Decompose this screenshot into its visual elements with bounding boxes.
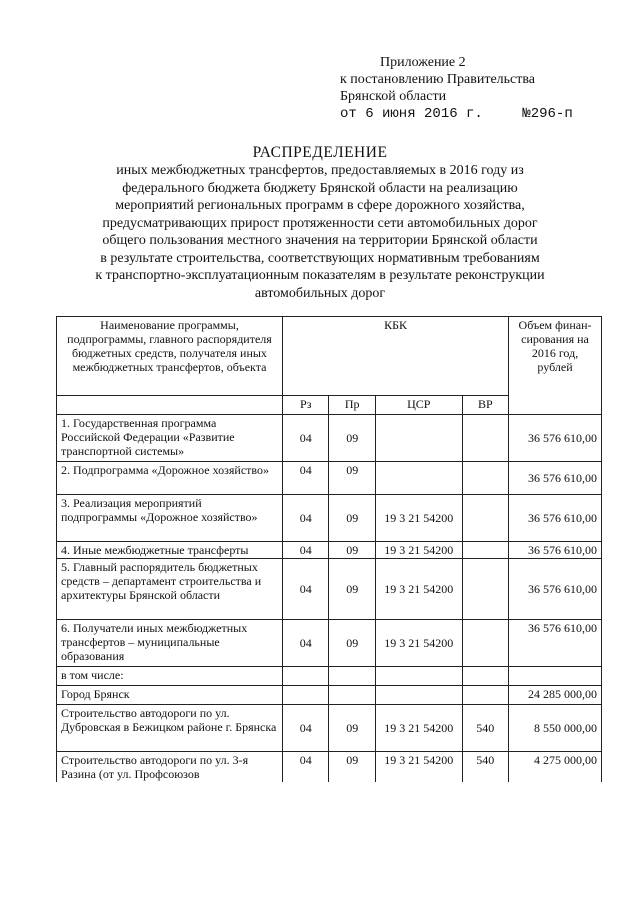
row-pr: 09 xyxy=(329,415,375,462)
row-pr: 09 xyxy=(329,462,375,495)
row-vr xyxy=(462,667,509,686)
row-amount: 4 275 000,00 xyxy=(509,752,602,783)
subtitle-line: в результате строительства, соответствующих нормативным требованиям xyxy=(100,250,540,266)
row-amount: 36 576 610,00 xyxy=(509,542,602,559)
row-name: Строительство автодороги по ул. Дубровская в Бежицком районе г. Брянска xyxy=(57,705,283,752)
table-row xyxy=(57,705,602,752)
row-csr: 19 3 21 54200 xyxy=(375,542,462,559)
appendix-title: Приложение 2 xyxy=(380,55,466,70)
row-rz: 04 xyxy=(283,620,329,667)
row-csr: 19 3 21 54200 xyxy=(375,495,462,542)
row-pr: 09 xyxy=(329,495,375,542)
row-pr: 09 xyxy=(329,542,375,559)
row-vr xyxy=(462,559,509,620)
row-rz: 04 xyxy=(283,559,329,620)
subtitle-line: мероприятий региональных программ в сфере дорожного хозяйства, xyxy=(115,198,525,213)
row-vr xyxy=(462,495,509,542)
row-name: в том числе: xyxy=(57,667,283,686)
subtitle-line: предусматривающих прирост протяженности сети автомобильных дорог xyxy=(102,215,538,231)
row-pr xyxy=(329,686,375,705)
row-name: Город Брянск xyxy=(57,686,283,705)
row-name: 3. Реализация мероприятий подпрограммы «Дорожное хозяйство» xyxy=(57,495,283,542)
row-rz xyxy=(283,667,329,686)
row-csr xyxy=(375,686,462,705)
appendix-region: Брянской области xyxy=(340,89,447,104)
row-rz: 04 xyxy=(283,705,329,752)
table-header-row xyxy=(57,317,602,396)
appendix-date: от 6 июня 2016 г. xyxy=(340,106,483,122)
row-amount: 36 576 610,00 xyxy=(509,620,602,667)
row-rz xyxy=(283,686,329,705)
row-pr: 09 xyxy=(329,705,375,752)
row-pr: 09 xyxy=(329,620,375,667)
header-vr: ВР xyxy=(462,396,509,415)
row-name: 6. Получатели иных межбюджетных трансфертов – муниципальные образования xyxy=(57,620,283,667)
header-name-empty xyxy=(57,396,283,415)
row-pr: 09 xyxy=(329,752,375,783)
appendix-number: №296-п xyxy=(522,106,573,122)
header-amount: Объем финан-сирования на 2016 год, рублей xyxy=(509,317,602,415)
row-amount: 36 576 610,00 xyxy=(509,415,602,462)
distribution-table xyxy=(56,316,602,782)
row-amount: 24 285 000,00 xyxy=(509,686,602,705)
table-row xyxy=(57,752,602,783)
row-vr xyxy=(462,686,509,705)
appendix-decree: к постановлению Правительства xyxy=(340,72,536,87)
document-title: РАСПРЕДЕЛЕНИЕ xyxy=(252,144,388,161)
row-rz: 04 xyxy=(283,495,329,542)
subtitle-line: к транспортно-эксплуатационным показателям в результате реконструкции xyxy=(95,268,545,283)
row-name: 5. Главный распорядитель бюджетных средств – департамент строительства и архитектуры Брянской области xyxy=(57,559,283,620)
row-pr xyxy=(329,667,375,686)
row-vr xyxy=(462,415,509,462)
row-name: 4. Иные межбюджетные трансферты xyxy=(57,542,283,559)
row-csr: 19 3 21 54200 xyxy=(375,559,462,620)
row-name: 2. Подпрограмма «Дорожное хозяйство» xyxy=(57,462,283,495)
row-amount: 8 550 000,00 xyxy=(509,705,602,752)
row-vr xyxy=(462,542,509,559)
row-name: Строительство автодороги по ул. 3-я Разина (от ул. Профсоюзов xyxy=(57,752,283,783)
row-rz: 04 xyxy=(283,542,329,559)
subtitle-line: общего пользования местного значения на территории Брянской области xyxy=(102,233,538,248)
table-row xyxy=(57,542,602,559)
row-rz: 04 xyxy=(283,752,329,783)
row-pr: 09 xyxy=(329,559,375,620)
row-amount xyxy=(509,667,602,686)
row-csr: 19 3 21 54200 xyxy=(375,705,462,752)
subtitle-line: иных межбюджетных трансфертов, предоставляемых в 2016 году из xyxy=(116,163,524,178)
table-row xyxy=(57,667,602,686)
row-csr xyxy=(375,415,462,462)
row-name: 1. Государственная программа Российской Федерации «Развитие транспортной системы» xyxy=(57,415,283,462)
subtitle-line: федерального бюджета бюджету Брянской области на реализацию xyxy=(122,180,518,196)
row-csr xyxy=(375,667,462,686)
row-rz: 04 xyxy=(283,462,329,495)
header-name: Наименование программы, подпрограммы, главного распорядителя бюджетных средств, получателя иных межбюджетных трансфертов, объекта xyxy=(57,317,283,396)
subtitle-line: автомобильных дорог xyxy=(254,285,386,301)
row-amount: 36 576 610,00 xyxy=(509,495,602,542)
table-row xyxy=(57,495,602,542)
row-csr: 19 3 21 54200 xyxy=(375,620,462,667)
row-vr: 540 xyxy=(462,705,509,752)
header-csr: ЦСР xyxy=(375,396,462,415)
row-csr: 19 3 21 54200 xyxy=(375,752,462,783)
table-row xyxy=(57,462,602,495)
table-row xyxy=(57,686,602,705)
header-rz: Рз xyxy=(283,396,329,415)
row-vr xyxy=(462,462,509,495)
row-amount: 36 576 610,00 xyxy=(509,462,602,495)
row-vr xyxy=(462,620,509,667)
row-amount: 36 576 610,00 xyxy=(509,559,602,620)
table-row xyxy=(57,415,602,462)
row-vr: 540 xyxy=(462,752,509,783)
document-subtitle xyxy=(40,162,600,302)
appendix-date-line xyxy=(340,105,630,123)
table-row xyxy=(57,620,602,667)
appendix-block xyxy=(340,54,630,123)
row-rz: 04 xyxy=(283,415,329,462)
row-csr xyxy=(375,462,462,495)
header-kbk: КБК xyxy=(283,317,509,396)
header-pr: Пр xyxy=(329,396,375,415)
table-row xyxy=(57,559,602,620)
